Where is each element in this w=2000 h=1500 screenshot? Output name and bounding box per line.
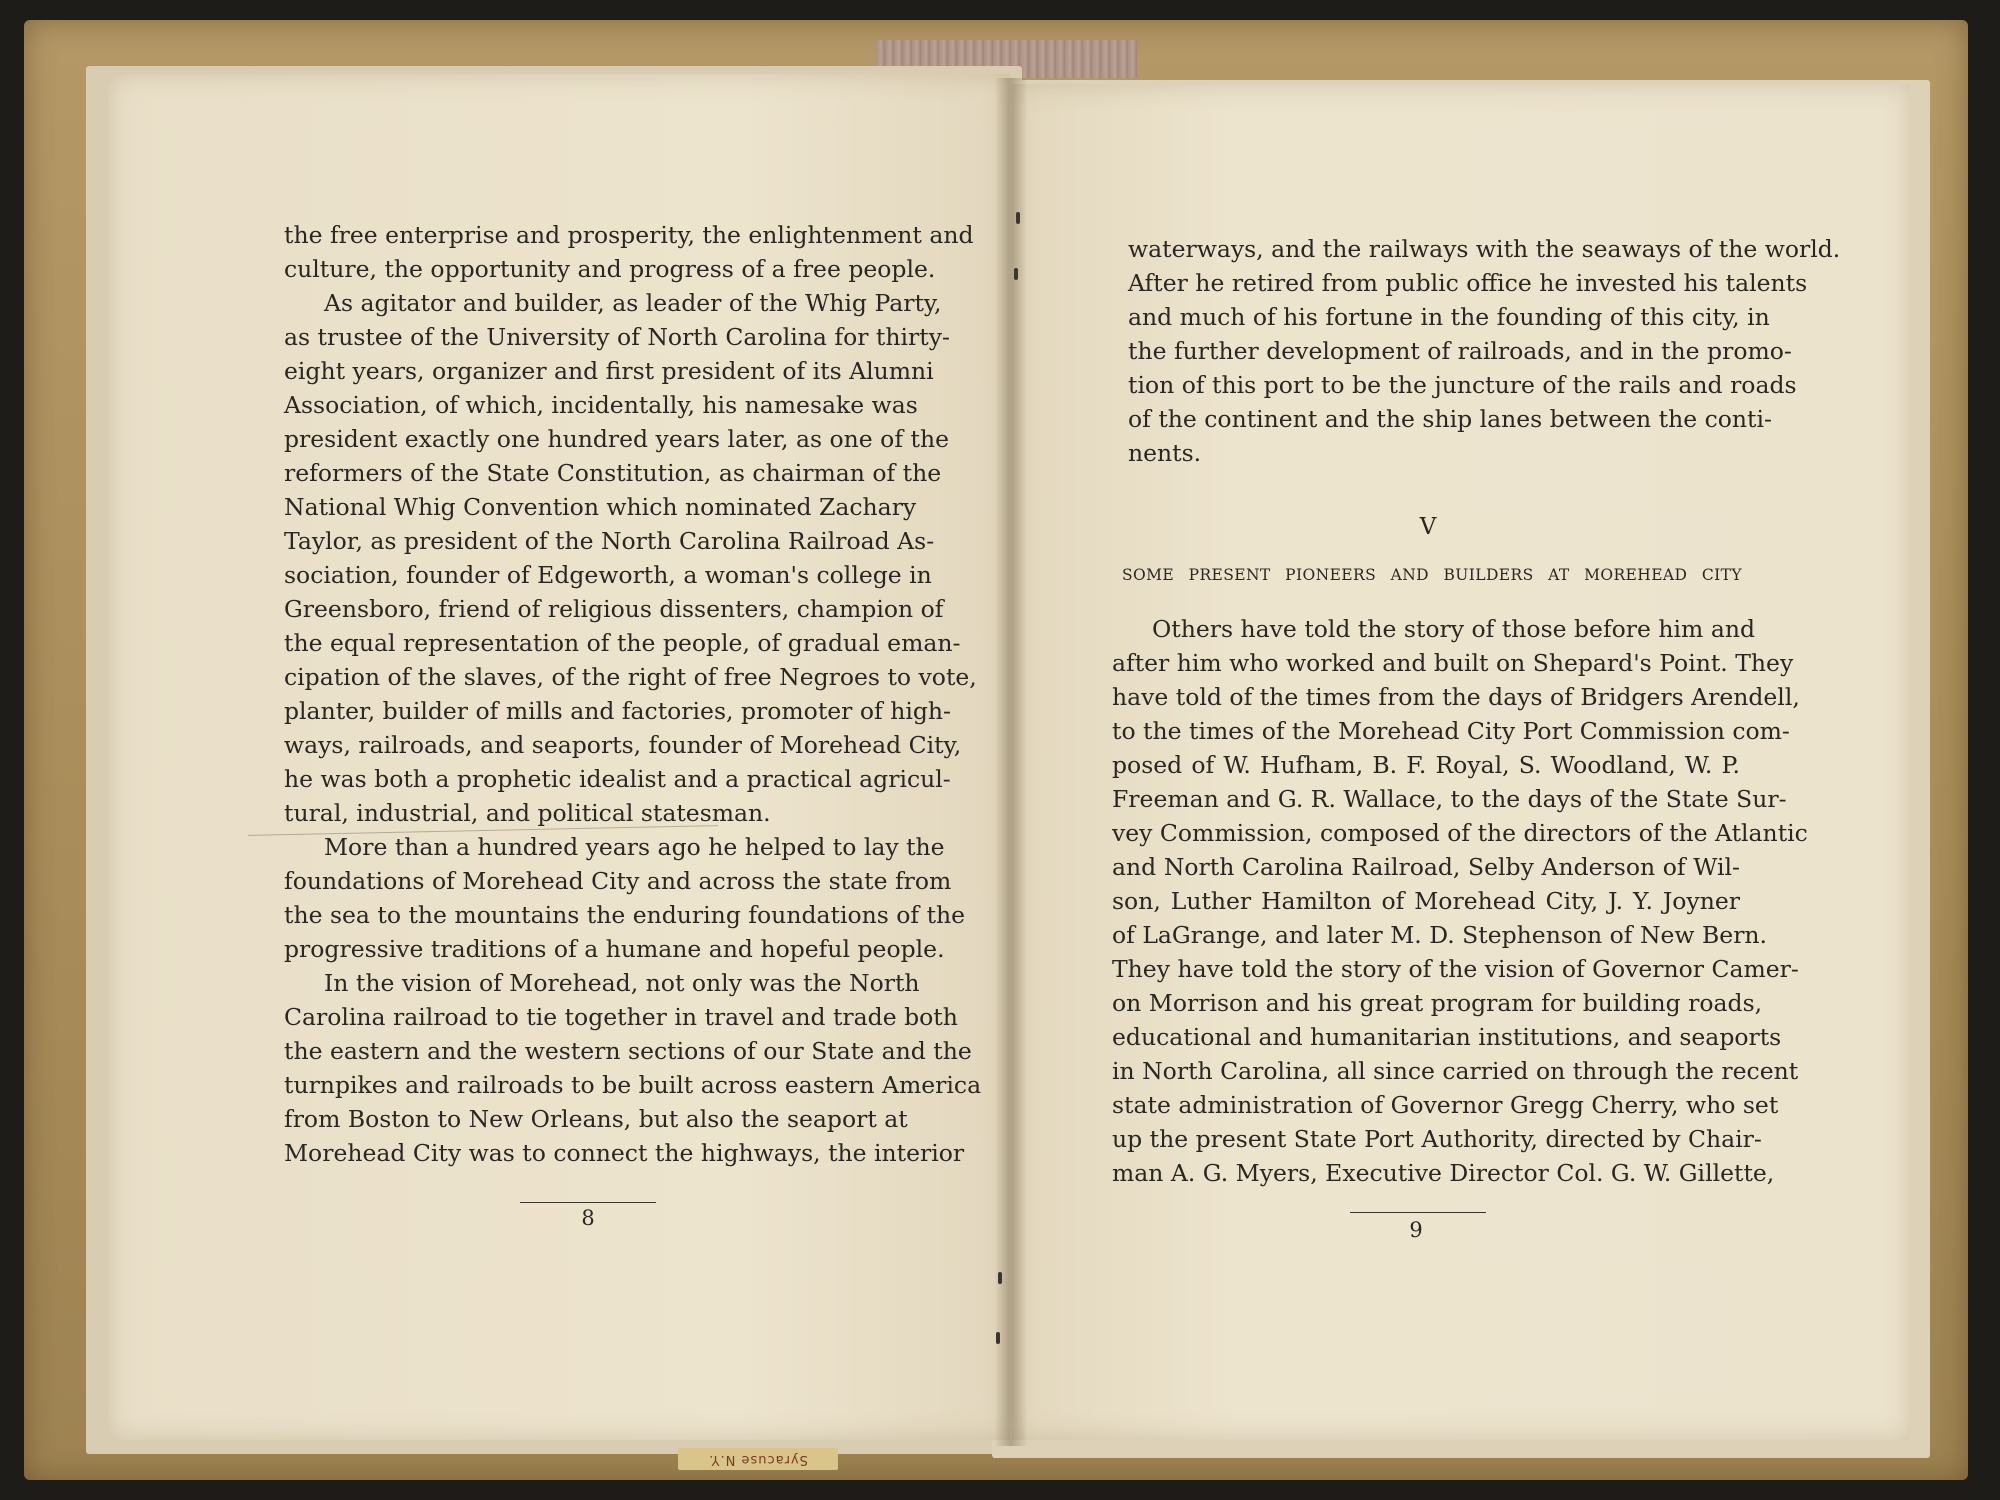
section-numeral: V: [1419, 514, 1437, 540]
text-line: to the times of the Morehead City Port Commission com-: [1112, 717, 1790, 745]
page-number-rule: [520, 1202, 656, 1203]
text-line: turnpikes and railroads to be built across eastern America: [284, 1071, 982, 1099]
text-line: vey Commission, composed of the directors of the Atlantic: [1112, 819, 1808, 847]
text-line: the eastern and the western sections of our State and the: [284, 1037, 972, 1065]
text-line: up the present State Port Authority, directed by Chair-: [1112, 1125, 1762, 1153]
text-line: the further development of railroads, and in the promo-: [1128, 337, 1792, 365]
text-line: National Whig Convention which nominated Zachary: [284, 493, 917, 521]
text-line: and North Carolina Railroad, Selby Anderson of Wil-: [1112, 853, 1740, 881]
text-line: nents.: [1128, 439, 1202, 467]
text-line: as trustee of the University of North Carolina for thirty-: [284, 323, 950, 351]
page-number-rule: [1350, 1212, 1486, 1213]
text-line: tural, industrial, and political statesman.: [284, 799, 771, 827]
text-line: cipation of the slaves, of the right of free Negroes to vote,: [284, 663, 977, 691]
text-line: Freeman and G. R. Wallace, to the days of the State Sur-: [1112, 785, 1787, 813]
text-line: the free enterprise and prosperity, the enlightenment and: [284, 221, 974, 249]
text-line: on Morrison and his great program for building roads,: [1112, 989, 1763, 1017]
binding-stitch: [1014, 268, 1018, 280]
text-line: ways, railroads, and seaports, founder of Morehead City,: [284, 731, 962, 759]
text-line: of the continent and the ship lanes between the conti-: [1128, 405, 1772, 433]
text-line: have told of the times from the days of Bridgers Arendell,: [1112, 683, 1800, 711]
text-line: progressive traditions of a humane and hopeful people.: [284, 935, 945, 963]
binding-label: Syracuse N.Y.: [678, 1448, 838, 1470]
text-line: after him who worked and built on Shepard's Point. They: [1112, 649, 1794, 677]
text-line: president exactly one hundred years later, as one of the: [284, 425, 949, 453]
text-line: and much of his fortune in the founding of this city, in: [1128, 303, 1770, 331]
book-gutter: [996, 78, 1026, 1446]
text-line: Association, of which, incidentally, his namesake was: [284, 391, 918, 419]
text-line: man A. G. Myers, Executive Director Col. G. W. Gillette,: [1112, 1159, 1775, 1187]
text-line: culture, the opportunity and progress of a free people.: [284, 255, 936, 283]
text-line: After he retired from public office he invested his talents: [1128, 269, 1808, 297]
right-page-text-top: [1128, 232, 1841, 470]
binding-stitch: [996, 1332, 1000, 1344]
text-line: Taylor, as president of the North Carolina Railroad As-: [284, 527, 935, 555]
right-page-text-bottom: [1112, 612, 1808, 1190]
text-line: More than a hundred years ago he helped to lay the: [324, 833, 945, 861]
text-line: In the vision of Morehead, not only was the North: [324, 969, 920, 997]
text-line: sociation, founder of Edgeworth, a woman's college in: [284, 561, 932, 589]
text-line: Greensboro, friend of religious dissenters, champion of: [284, 595, 944, 623]
text-line: the equal representation of the people, of gradual eman-: [284, 629, 961, 657]
section-heading: SOME PRESENT PIONEERS AND BUILDERS AT MOREHEAD CITY: [1122, 566, 1742, 584]
text-line: eight years, organizer and first president of its Alumni: [284, 357, 934, 385]
left-page-text: [284, 218, 982, 1170]
text-line: tion of this port to be the juncture of the rails and roads: [1128, 371, 1797, 399]
text-line: posed of W. Hufham, B. F. Royal, S. Woodland, W. P.: [1112, 751, 1740, 779]
binding-stitch: [1016, 212, 1020, 224]
text-line: educational and humanitarian institutions, and seaports: [1112, 1023, 1782, 1051]
binding-stitch: [998, 1272, 1002, 1284]
text-line: son, Luther Hamilton of Morehead City, J. Y. Joyner: [1112, 887, 1740, 915]
text-line: planter, builder of mills and factories, promoter of high-: [284, 697, 951, 725]
text-line: from Boston to New Orleans, but also the seaport at: [284, 1105, 908, 1133]
text-line: Carolina railroad to tie together in travel and trade both: [284, 1003, 958, 1031]
text-line: foundations of Morehead City and across the state from: [284, 867, 952, 895]
text-line: waterways, and the railways with the seaways of the world.: [1128, 235, 1841, 263]
text-line: of LaGrange, and later M. D. Stephenson of New Bern.: [1112, 921, 1768, 949]
text-line: he was both a prophetic idealist and a practical agricul-: [284, 765, 951, 793]
text-line: They have told the story of the vision of Governor Camer-: [1112, 955, 1799, 983]
page-number-left: 8: [581, 1206, 595, 1230]
text-line: reformers of the State Constitution, as chairman of the: [284, 459, 942, 487]
text-line: in North Carolina, all since carried on through the recent: [1112, 1057, 1799, 1085]
text-line: Morehead City was to connect the highways, the interior: [284, 1139, 965, 1167]
text-line: state administration of Governor Gregg Cherry, who set: [1112, 1091, 1779, 1119]
text-line: As agitator and builder, as leader of the Whig Party,: [324, 289, 942, 317]
text-line: Others have told the story of those before him and: [1152, 615, 1756, 643]
text-line: the sea to the mountains the enduring foundations of the: [284, 901, 966, 929]
page-number-right: 9: [1409, 1218, 1423, 1242]
